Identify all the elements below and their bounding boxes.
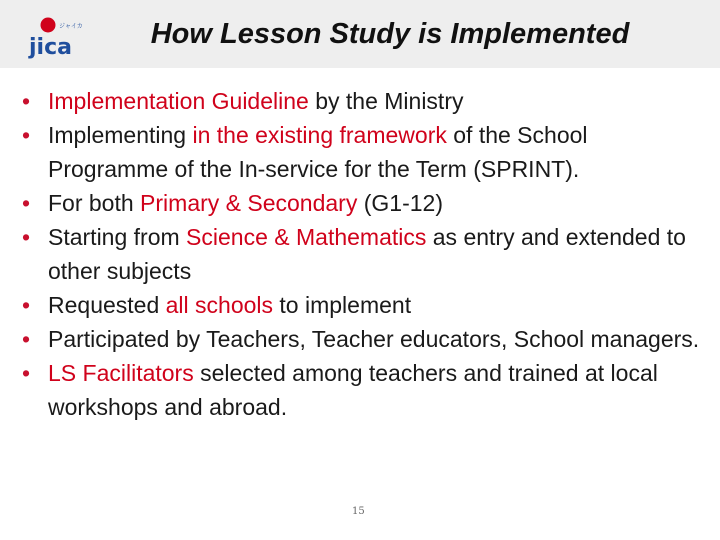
bullet-item bbox=[22, 118, 712, 186]
highlighted-text: Implementation Guideline bbox=[48, 88, 309, 114]
bullet-dot-icon: • bbox=[22, 190, 31, 216]
bullet-text: as entry and extended to other subjects bbox=[48, 224, 686, 284]
bullet-item bbox=[22, 84, 712, 118]
bullet-dot-icon: • bbox=[22, 326, 31, 352]
bullet-dot-icon: • bbox=[22, 360, 31, 386]
bullet-text: Implementing bbox=[48, 122, 193, 148]
bullet-text: Starting from bbox=[48, 224, 187, 250]
bullet-text: (G1-12) bbox=[357, 190, 443, 216]
bullet-dot-icon: • bbox=[22, 88, 31, 114]
jica-logo bbox=[26, 14, 83, 60]
bullet-item bbox=[22, 288, 712, 322]
bullet-text: Participated by Teachers, Teacher educators, School managers. bbox=[48, 326, 700, 352]
svg-text:jica: jica bbox=[29, 35, 72, 60]
highlighted-text: Primary & Secondary bbox=[140, 190, 358, 216]
bullet-dot-icon: • bbox=[22, 122, 31, 148]
bullet-list bbox=[22, 84, 712, 424]
slide-header bbox=[0, 0, 720, 68]
bullet-text: to implement bbox=[273, 292, 412, 318]
page-number: 15 bbox=[352, 506, 365, 517]
svg-text:ジャイカ: ジャイカ bbox=[59, 23, 83, 30]
bullet-item bbox=[22, 322, 712, 356]
slide-title: How Lesson Study is Implemented bbox=[150, 18, 630, 50]
bullet-text: of the School Programme of the In-service for the Term (SPRINT). bbox=[48, 122, 588, 182]
highlighted-text: Science & Mathematics bbox=[186, 224, 427, 250]
bullet-dot-icon: • bbox=[22, 292, 31, 318]
bullet-text: selected among teachers and trained at local workshops and abroad. bbox=[48, 360, 658, 420]
highlighted-text: LS Facilitators bbox=[48, 360, 194, 386]
bullet-item bbox=[22, 356, 712, 424]
bullet-text: by the Ministry bbox=[308, 88, 464, 114]
highlighted-text: all schools bbox=[165, 292, 274, 318]
bullet-item bbox=[22, 220, 712, 288]
bullet-dot-icon: • bbox=[22, 224, 31, 250]
highlighted-text: in the existing framework bbox=[192, 122, 447, 148]
bullet-text: Requested bbox=[48, 292, 166, 318]
bullet-text: For both bbox=[48, 190, 141, 216]
bullet-item bbox=[22, 186, 712, 220]
